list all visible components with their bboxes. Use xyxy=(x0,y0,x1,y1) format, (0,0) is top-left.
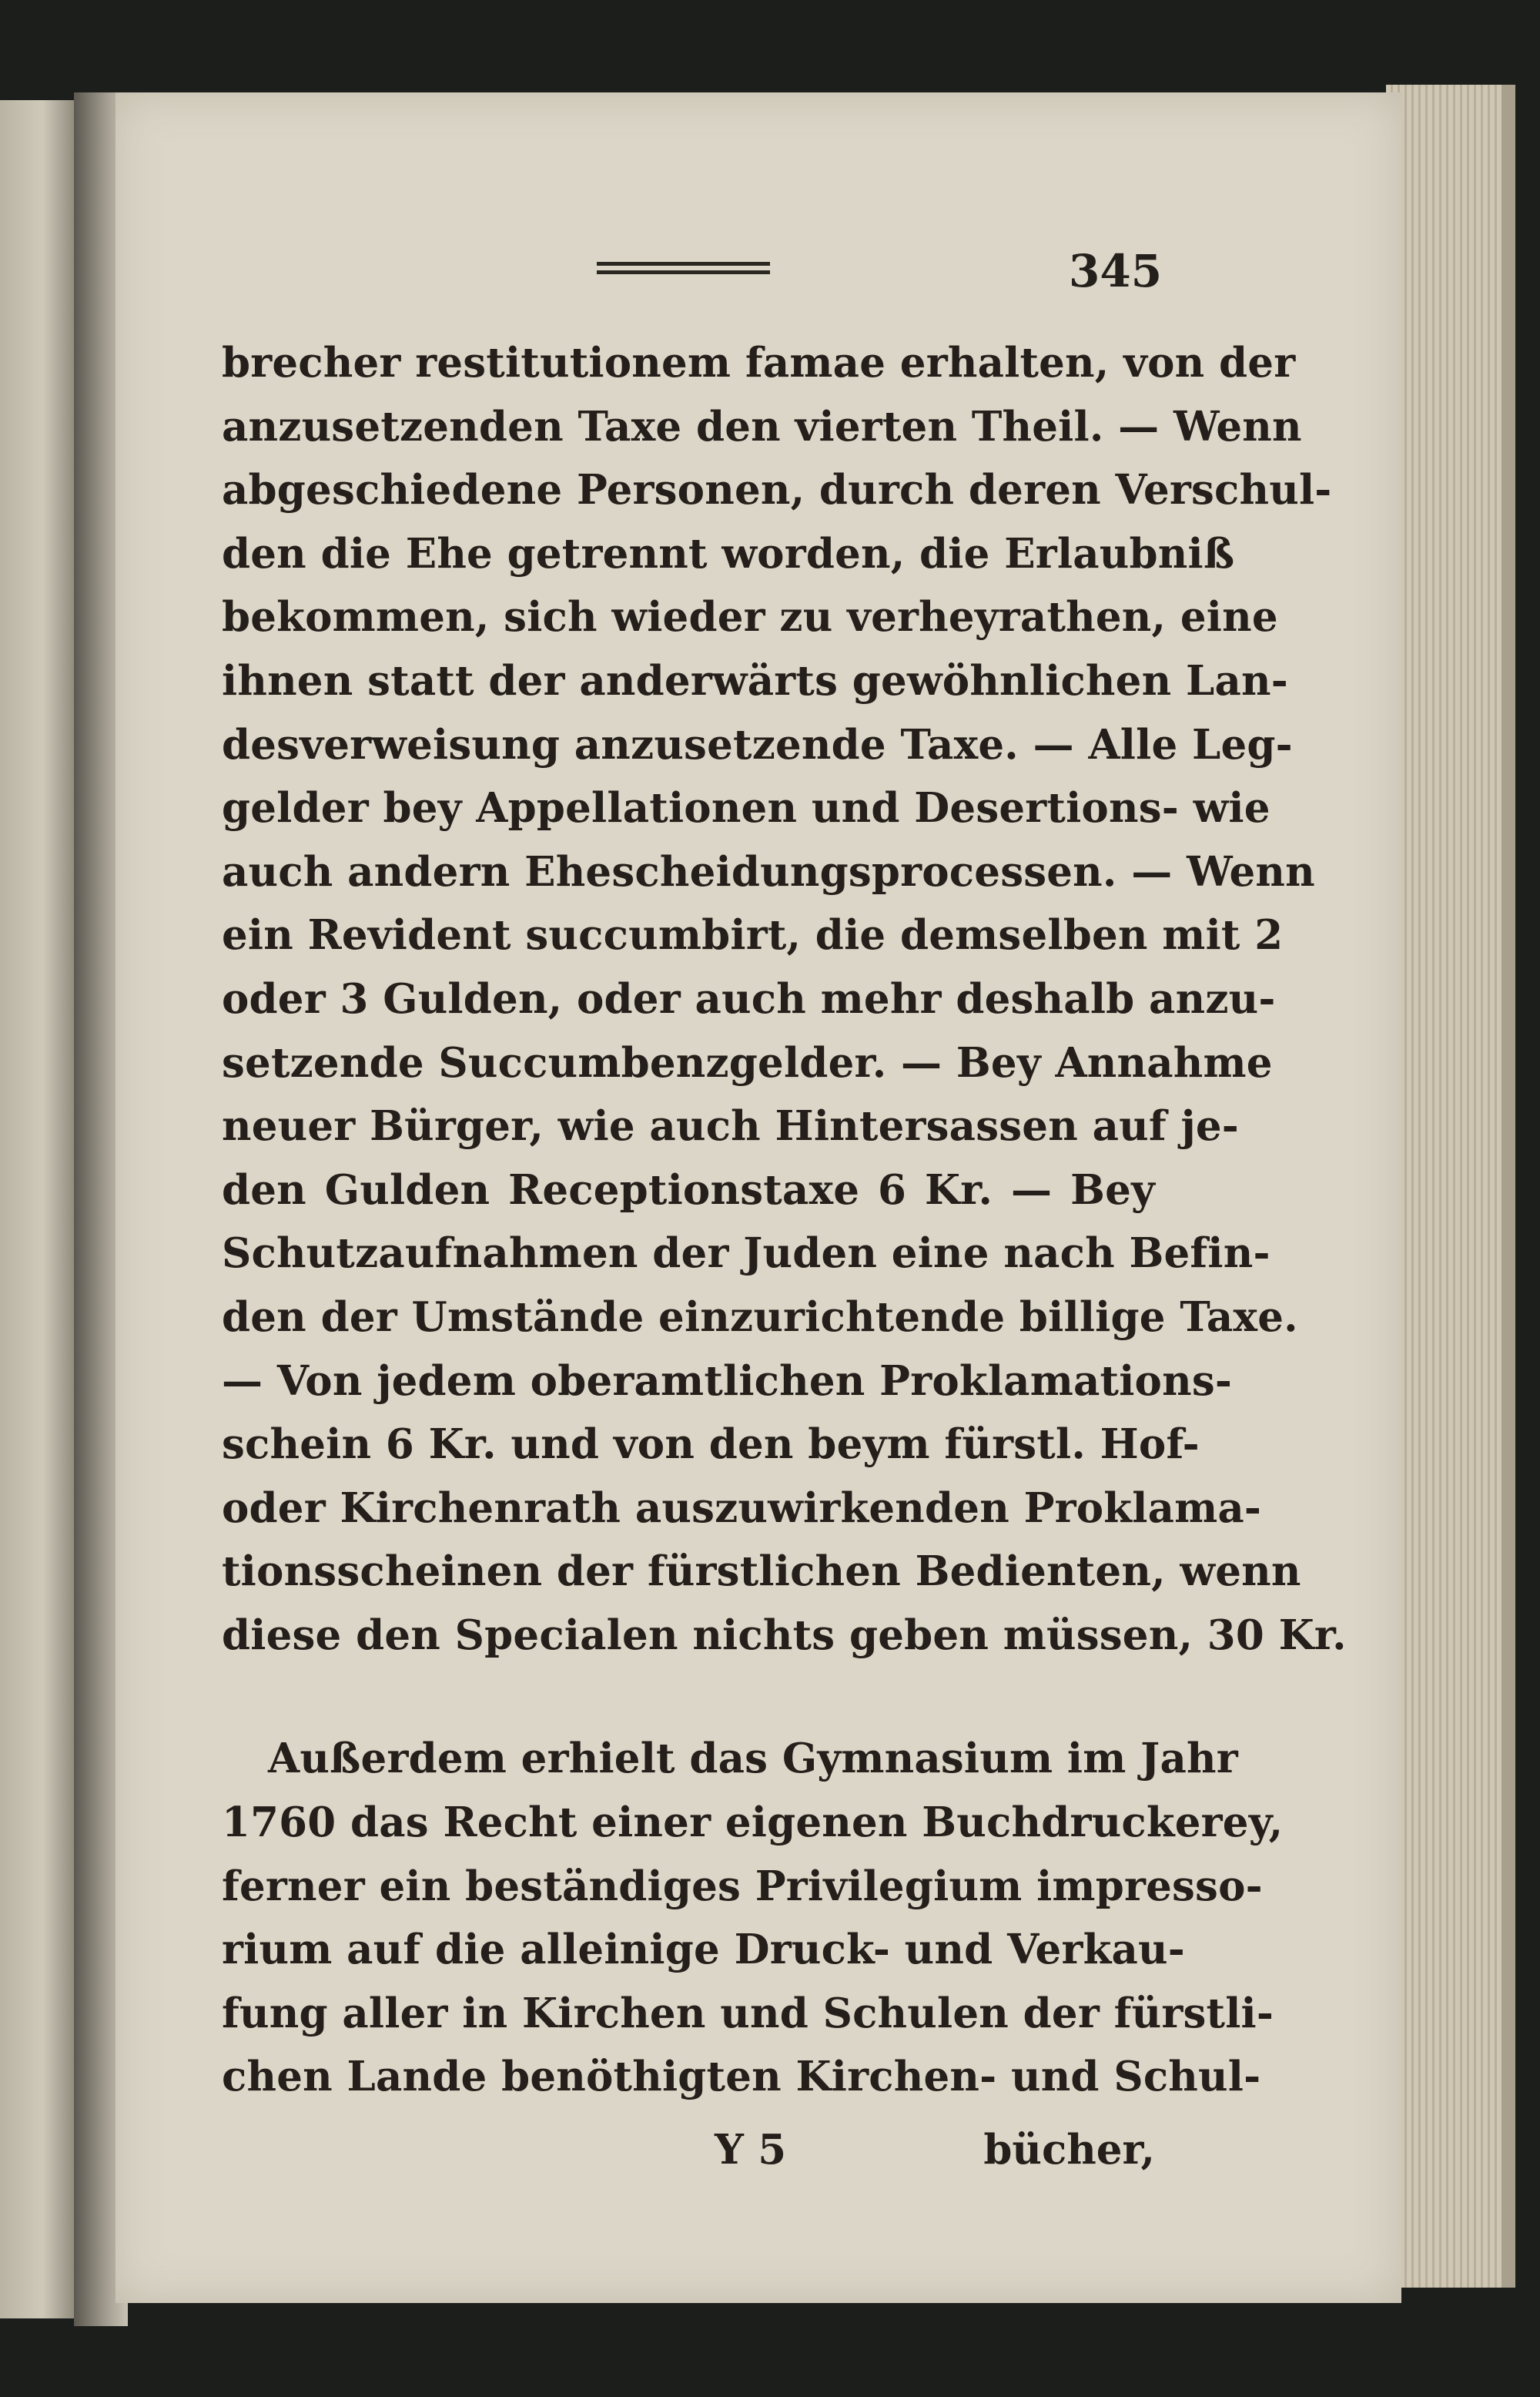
text-line: rium auf die alleinige Druck- und Verkau- xyxy=(222,1926,1185,1974)
text-line: gelder bey Appellationen und Desertions- wie xyxy=(222,784,1270,833)
body-text xyxy=(222,331,1347,2109)
text-line: chen Lande benöthigten Kirchen- und Schul- xyxy=(222,2053,1261,2101)
text-line: ein Revident succumbirt, die demselben mit 2 xyxy=(222,911,1284,960)
catchword: bücher, xyxy=(983,2126,1155,2174)
text-line: neuer Bürger, wie auch Hintersassen auf je- xyxy=(222,1102,1239,1151)
left-page-edge xyxy=(0,100,77,2318)
text-line: den Gulden Receptionstaxe 6 Kr. — Bey xyxy=(222,1165,1155,1214)
page-edge-stack xyxy=(1386,85,1515,2288)
text-line: abgeschiedene Personen, durch deren Verschul- xyxy=(222,466,1332,515)
text-line: auch andern Ehescheidungsprocessen. — Wenn xyxy=(222,847,1315,896)
text-line: Schutzaufnahmen der Juden eine nach Befin- xyxy=(222,1229,1270,1278)
text-line: oder 3 Gulden, oder auch mehr deshalb anzu- xyxy=(222,974,1276,1023)
text-line: den die Ehe getrennt worden, die Erlaubniß xyxy=(222,529,1235,578)
text-line: ihnen statt der anderwärts gewöhnlichen Lan- xyxy=(222,656,1288,705)
text-line: ferner ein beständiges Privilegium impresso- xyxy=(222,1862,1263,1910)
text-line: Außerdem erhielt das Gymnasium im Jahr xyxy=(268,1735,1238,1783)
text-line: brecher restitutionem famae erhalten, von der xyxy=(222,339,1296,387)
text-line: — Von jedem oberamtlichen Proklamations- xyxy=(222,1356,1233,1405)
text-line: schein 6 Kr. und von den beym fürstl. Hof- xyxy=(222,1420,1200,1469)
text-line: den der Umstände einzurichtende billige Taxe. xyxy=(222,1292,1298,1341)
text-line: anzusetzenden Taxe den vierten Theil. — Wenn xyxy=(222,402,1302,451)
text-line: tionsscheinen der fürstlichen Bedienten, wenn xyxy=(222,1547,1301,1596)
text-line: desverweisung anzusetzende Taxe. — Alle Leg- xyxy=(222,720,1293,769)
text-line: fung aller in Kirchen und Schulen der fürstli- xyxy=(222,1989,1274,2037)
text-line: oder Kirchenrath auszuwirkenden Proklama- xyxy=(222,1483,1262,1532)
page-number: 345 xyxy=(1069,245,1163,297)
text-line: diese den Specialen nichts geben müssen, 30 Kr. xyxy=(222,1611,1347,1659)
page-footer xyxy=(222,2126,1155,2187)
signature-mark: Y 5 xyxy=(715,2126,787,2174)
text-line: setzende Succumbenzgelder. — Bey Annahme xyxy=(222,1038,1273,1087)
paragraph-gap xyxy=(222,1667,1155,1727)
text-line: 1760 das Recht einer eigenen Buchdruckerey, xyxy=(222,1799,1284,1847)
header-rule xyxy=(597,262,770,274)
text-line: bekommen, sich wieder zu verheyrathen, eine xyxy=(222,593,1278,642)
